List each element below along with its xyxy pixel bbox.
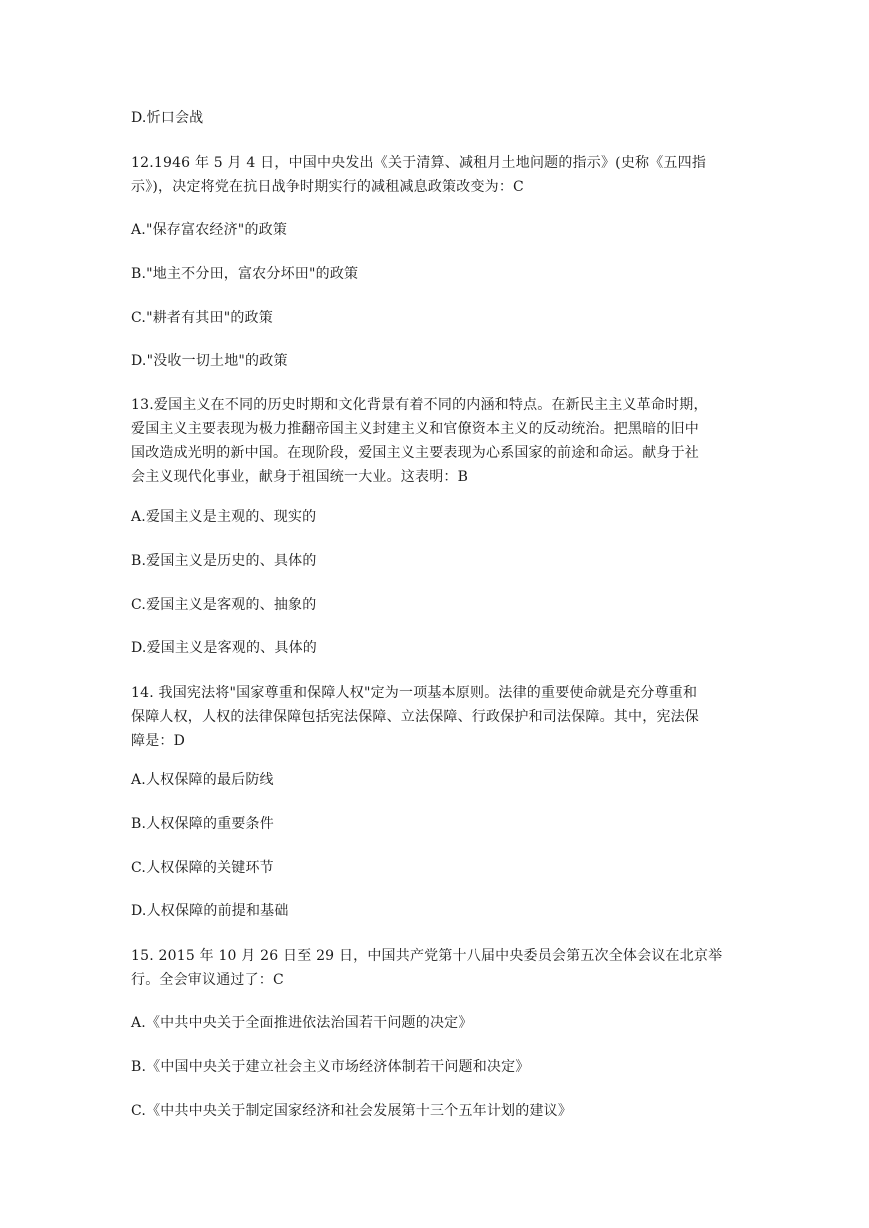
q14-stem-line-3: 障是：D (131, 733, 186, 749)
q14-stem-line-1: 14. 我国宪法将"国家尊重和保障人权"定为一项基本原则。法律的重要使命就是充分尊重和 (131, 685, 698, 701)
q12-option-b: B."地主不分田，富农分坏田"的政策 (131, 266, 359, 282)
q15-option-b: B.《中国中央关于建立社会主义市场经济体制若干问题和决定》 (131, 1059, 530, 1075)
q11-option-d: D.忻口会战 (131, 110, 204, 126)
q13-stem-line-4: 会主义现代化事业，献身于祖国统一大业。这表明：B (131, 469, 469, 485)
q13-option-b: B.爱国主义是历史的、具体的 (131, 553, 317, 569)
q15-stem-line-1: 15. 2015 年 10 月 26 日至 29 日，中国共产党第十八届中央委员会第五次全体会议在北京举 (131, 948, 723, 964)
q12-stem-line-1: 12.1946 年 5 月 4 日，中国中央发出《关于清算、减租月土地问题的指示》(史称《五四指 (131, 155, 707, 171)
q15-option-c: C.《中共中央关于制定国家经济和社会发展第十三个五年计划的建议》 (131, 1103, 573, 1119)
q14-stem-line-2: 保障人权，人权的法律保障包括宪法保障、立法保障、行政保护和司法保障。其中，宪法保 (131, 709, 699, 725)
q13-stem-line-1: 13.爱国主义在不同的历史时期和文化背景有着不同的内涵和特点。在新民主主义革命时期， (131, 397, 708, 413)
q12-stem-line-2: 示》)，决定将党在抗日战争时期实行的减租减息政策改变为：C (131, 179, 524, 195)
q13-stem-line-2: 爱国主义主要表现为极力推翻帝国主义封建主义和官僚资本主义的反动统治。把黑暗的旧中 (131, 421, 699, 437)
q13-option-c: C.爱国主义是客观的、抽象的 (131, 597, 317, 613)
q13-option-d: D.爱国主义是客观的、具体的 (131, 640, 317, 656)
q15-option-a: A.《中共中央关于全面推进依法治国若干问题的决定》 (131, 1015, 473, 1031)
q14-option-b: B.人权保障的重要条件 (131, 816, 274, 832)
q13-stem-line-3: 国改造成光明的新中国。在现阶段，爱国主义主要表现为心系国家的前途和命运。献身于社 (131, 445, 699, 461)
q14-option-a: A.人权保障的最后防线 (131, 772, 274, 788)
q14-option-d: D.人权保障的前提和基础 (131, 903, 289, 919)
q14-option-c: C.人权保障的关键环节 (131, 860, 274, 876)
q12-option-c: C."耕者有其田"的政策 (131, 310, 273, 326)
q12-option-d: D."没收一切土地"的政策 (131, 353, 288, 369)
q15-stem-line-2: 行。全会审议通过了：C (131, 972, 284, 988)
q13-option-a: A.爱国主义是主观的、现实的 (131, 509, 317, 525)
q12-option-a: A."保存富农经济"的政策 (131, 222, 288, 238)
